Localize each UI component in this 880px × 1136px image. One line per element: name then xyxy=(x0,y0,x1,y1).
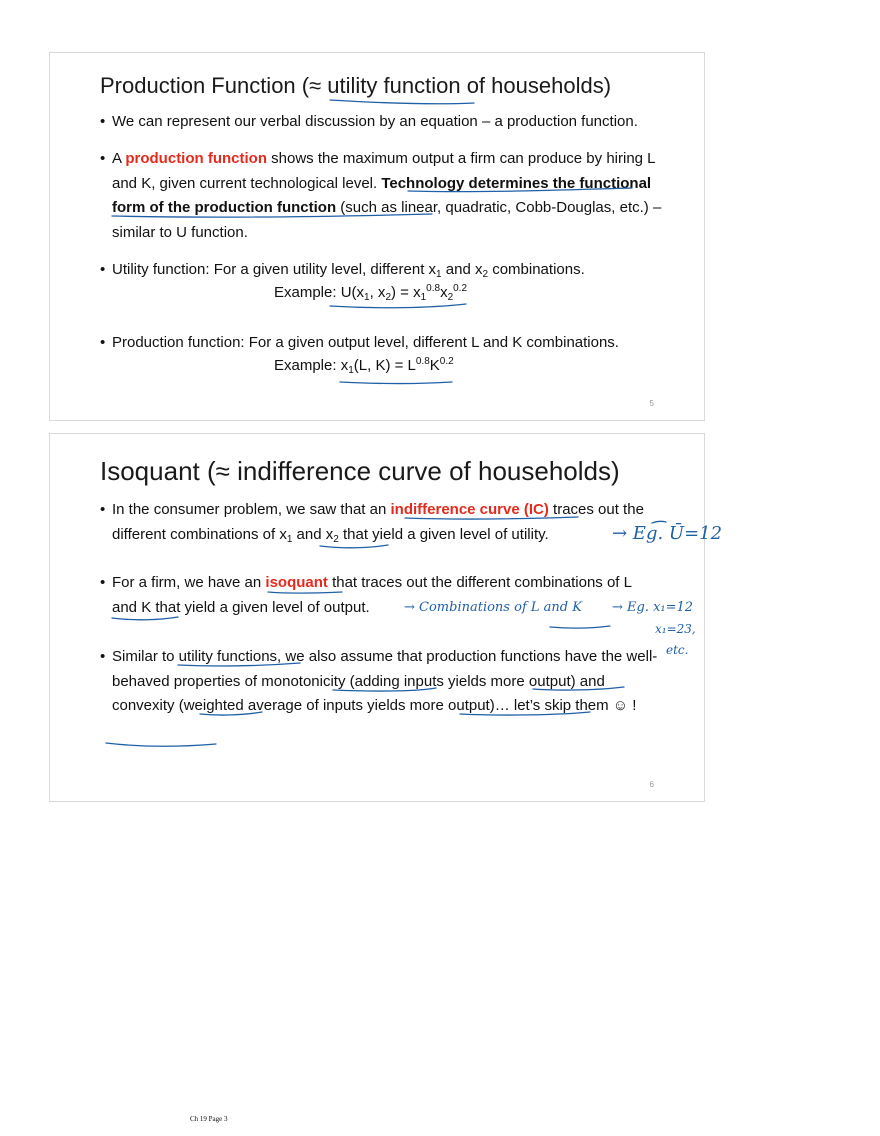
page-number: 5 xyxy=(649,399,654,408)
handwritten-note-combinations: → Combinations of L and K xyxy=(404,600,582,615)
handwritten-note-eg-u: → Eg. Ū=12 xyxy=(612,523,723,544)
bullet-production-function-example: • Production function: For a given output level, different L and K combinations. xyxy=(100,334,619,351)
slide-title: Production Function (≈ utility function of households) xyxy=(100,73,612,98)
handwritten-note-x1-23: x₁=23, xyxy=(655,622,696,636)
highlight-production-function: production function xyxy=(125,150,267,167)
bullet-verbal-discussion: • We can represent our verbal discussion by an equation – a production function. xyxy=(100,113,638,130)
page-footer: Ch 19 Page 3 xyxy=(190,1115,228,1123)
page-number: 6 xyxy=(649,780,654,789)
bullet-production-function-def: • A production function shows the maximum output a firm can produce by hiring L and K, given current technological level. Technology determines the functional form of the production function (such as linear, quadratic, Cobb-Douglas, etc.) – similar to U function. xyxy=(100,150,662,241)
production-example-formula: Example: $x_1(L$, $K) = L^{0.8}K^{0.2}$ xyxy=(274,356,454,376)
handwritten-note-etc: etc. xyxy=(666,643,689,657)
bullet-isoquant: • For a firm, we have an isoquant that traces out the different combinations of L and K that yield a given level of output. xyxy=(100,574,632,616)
handwritten-note-eg-x1: → Eg. x₁=12 xyxy=(612,600,694,615)
technology-statement: Technology determines the functional form of the production function xyxy=(112,174,652,216)
bullet-utility-function: • Utility function: For a given utility level, different $x_1$ and $x_2$ combinations. xyxy=(100,261,585,280)
slide-6 xyxy=(49,433,705,802)
utility-example-formula: Example: $U(x_1$, $x_2) = x_1^{0.8}x_2^{0.2}$ xyxy=(274,283,468,303)
highlight-isoquant: isoquant xyxy=(265,574,328,591)
bullet-indifference-curve: • In the consumer problem, we saw that an indifference curve (IC) traces out the different combinations of $x_1$ and $x_2$ that yield a given level of utility. xyxy=(100,501,644,545)
highlight-indifference-curve: indifference curve (IC) xyxy=(390,501,549,518)
bullet-well-behaved-properties: • Similar to utility functions, we also assume that production functions have the well-behaved properties of monotonicity (adding inputs yields more output) and convexity (weighted average of inputs yields more output)… let’s skip them ☺ ! xyxy=(100,648,658,714)
slide-title: Isoquant (≈ indifference curve of households) xyxy=(100,456,620,486)
slide-5 xyxy=(49,52,705,421)
